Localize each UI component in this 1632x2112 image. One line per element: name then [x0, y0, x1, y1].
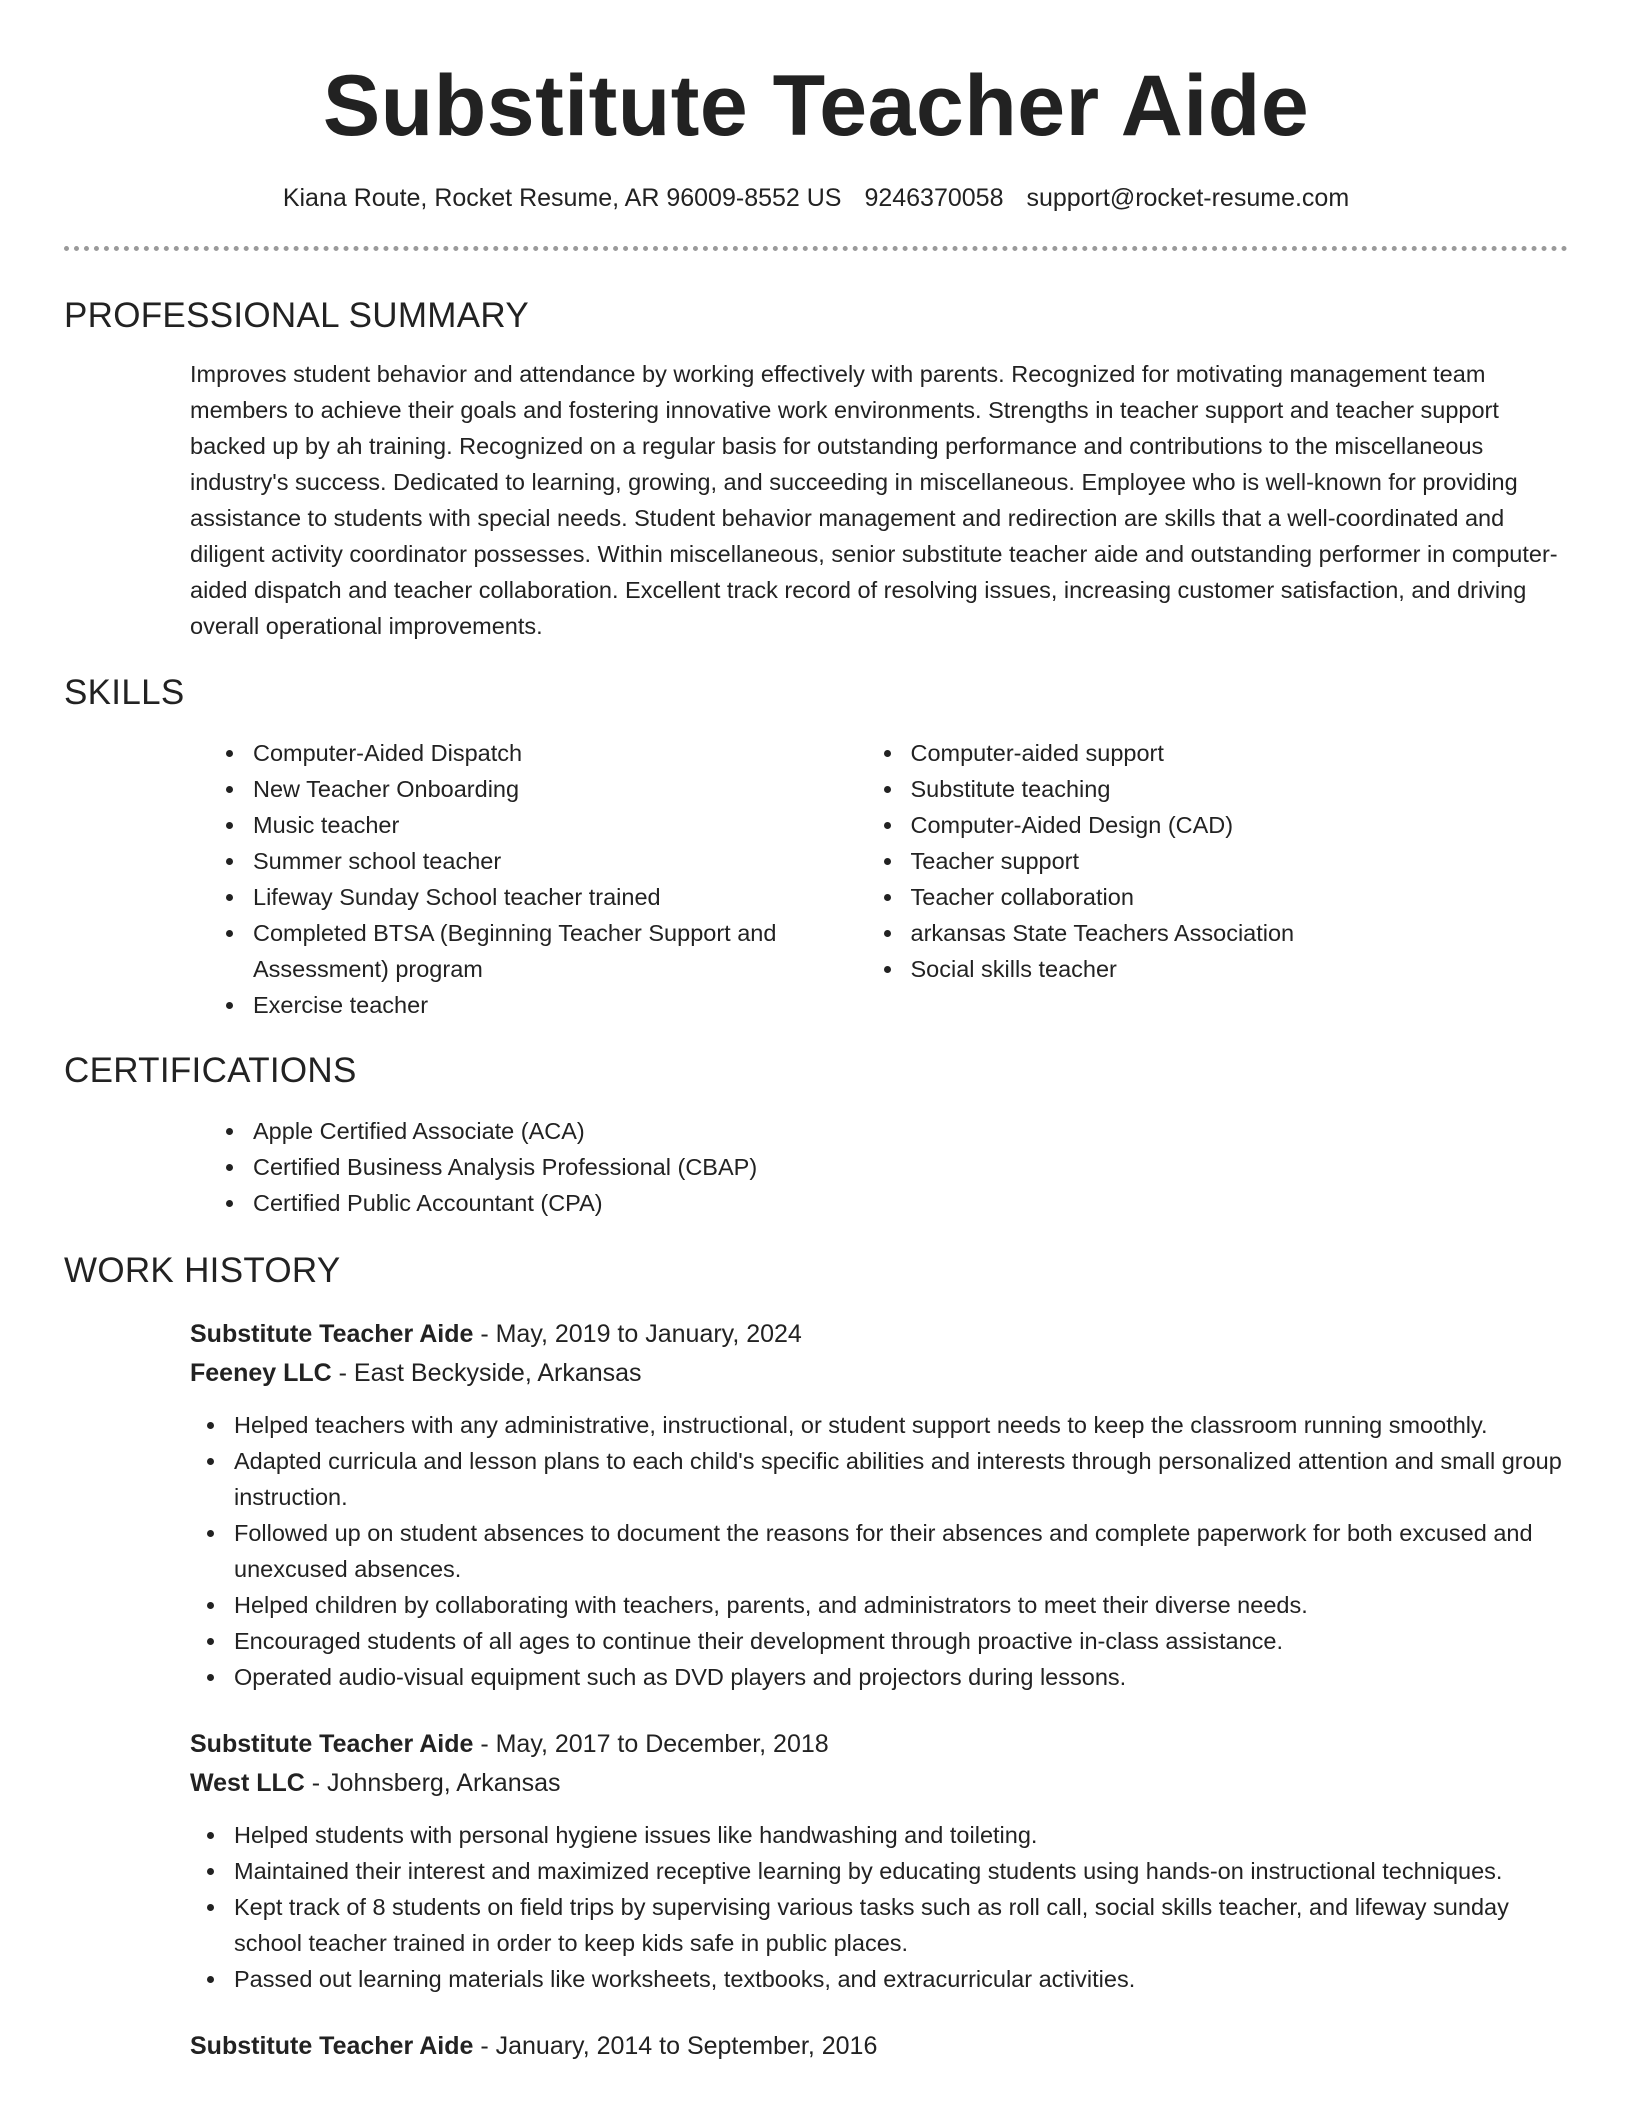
certification-item: Apple Certified Associate (ACA)	[209, 1113, 1568, 1149]
skill-item: Social skills teacher	[867, 951, 1569, 987]
skill-item: Substitute teaching	[867, 771, 1569, 807]
work-history-heading: WORK HISTORY	[64, 1251, 341, 1290]
job-duty: Operated audio-visual equipment such as DVD players and projectors during lessons.	[190, 1659, 1568, 1695]
job-duty: Encouraged students of all ages to continue their development through proactive in-class assistance.	[190, 1623, 1568, 1659]
job-dates: - May, 2017 to December, 2018	[473, 1730, 829, 1758]
job-company-line	[190, 1764, 1568, 1803]
job-role: Substitute Teacher Aide	[190, 1320, 474, 1348]
contact-address: Kiana Route, Rocket Resume, AR 96009-8552 US	[282, 184, 842, 212]
job-company: West LLC	[190, 1769, 305, 1797]
resume-page	[64, 0, 1568, 2066]
contact-phone: 9246370058	[864, 184, 1004, 212]
job-duty: Adapted curricula and lesson plans to each child's specific abilities and interests through personalized attention and small group instruction.	[190, 1443, 1568, 1515]
job-duty: Kept track of 8 students on field trips by supervising various tasks such as roll call, social skills teacher, and lifeway sunday school teacher trained in order to keep kids safe in public places.	[190, 1889, 1568, 1961]
skill-item: Completed BTSA (Beginning Teacher Support and Assessment) program	[209, 915, 911, 987]
skill-item: Exercise teacher	[209, 987, 911, 1023]
certification-item: Certified Business Analysis Professional (CBAP)	[209, 1149, 1568, 1185]
skills-column-left	[253, 735, 911, 1023]
job-duty: Maintained their interest and maximized receptive learning by educating students using hands-on instructional techniques.	[190, 1853, 1568, 1889]
job-duty: Passed out learning materials like worksheets, textbooks, and extracurricular activities.	[190, 1961, 1568, 1997]
job-company-line	[190, 1354, 1568, 1393]
certifications-list	[209, 1113, 1568, 1221]
job-duty: Helped children by collaborating with teachers, parents, and administrators to meet their diverse needs.	[190, 1587, 1568, 1623]
skills-heading: SKILLS	[64, 673, 185, 712]
summary-heading: PROFESSIONAL SUMMARY	[64, 296, 529, 335]
skill-item: arkansas State Teachers Association	[867, 915, 1569, 951]
skill-item: New Teacher Onboarding	[209, 771, 911, 807]
job-location: - East Beckyside, Arkansas	[331, 1359, 642, 1387]
job-role: Substitute Teacher Aide	[190, 2032, 474, 2060]
job-dates: - May, 2019 to January, 2024	[473, 1320, 802, 1348]
skill-item: Computer-aided support	[867, 735, 1569, 771]
job-company: Feeney LLC	[190, 1359, 332, 1387]
job-title-line	[190, 1725, 1568, 1764]
skill-item: Summer school teacher	[209, 843, 911, 879]
skill-item: Computer-Aided Dispatch	[209, 735, 911, 771]
skill-item: Teacher collaboration	[867, 879, 1569, 915]
skills-column-right	[911, 735, 1569, 1023]
job-entry	[190, 2027, 1568, 2066]
skills-list	[253, 735, 1568, 1023]
job-dates: - January, 2014 to September, 2016	[473, 2032, 878, 2060]
job-role: Substitute Teacher Aide	[190, 1730, 474, 1758]
skill-item: Computer-Aided Design (CAD)	[867, 807, 1569, 843]
job-title-line	[190, 1315, 1568, 1354]
job-duty: Helped teachers with any administrative, instructional, or student support needs to keep the classroom running smoothly.	[190, 1407, 1568, 1443]
skill-item: Lifeway Sunday School teacher trained	[209, 879, 911, 915]
header-divider	[64, 246, 1568, 251]
contact-email: support@rocket-resume.com	[1026, 184, 1350, 212]
job-entry	[190, 1315, 1568, 1695]
job-title-line	[190, 2027, 1568, 2066]
skill-item: Teacher support	[867, 843, 1569, 879]
job-duties	[190, 1407, 1568, 1695]
contact-line	[64, 182, 1568, 214]
skill-item: Music teacher	[209, 807, 911, 843]
job-duty: Followed up on student absences to document the reasons for their absences and complete paperwork for both excused and unexcused absences.	[190, 1515, 1568, 1587]
job-duties	[190, 1817, 1568, 1997]
job-entry	[190, 1725, 1568, 1997]
job-duty: Helped students with personal hygiene issues like handwashing and toileting.	[190, 1817, 1568, 1853]
certification-item: Certified Public Accountant (CPA)	[209, 1185, 1568, 1221]
summary-text: Improves student behavior and attendance by working effectively with parents. Recognized for motivating management team members to achieve their goals and fostering innovative work environments. Strengths in teacher support and teacher support backed up by ah training. Recognized on a regular basis for outstanding performance and contributions to the miscellaneous industry's success. Dedicated to learning, growing, and succeeding in miscellaneous. Employee who is well-known for providing assistance to students with special needs. Student behavior management and redirection are skills that a well-coordinated and diligent activity coordinator possesses. Within miscellaneous, senior substitute teacher aide and outstanding performer in computer-aided dispatch and teacher collaboration. Excellent track record of resolving issues, increasing customer satisfaction, and driving overall operational improvements.	[190, 361, 1558, 639]
job-location: - Johnsberg, Arkansas	[304, 1769, 561, 1797]
certifications-heading: CERTIFICATIONS	[64, 1051, 357, 1090]
resume-name: Substitute Teacher Aide	[322, 58, 1310, 154]
